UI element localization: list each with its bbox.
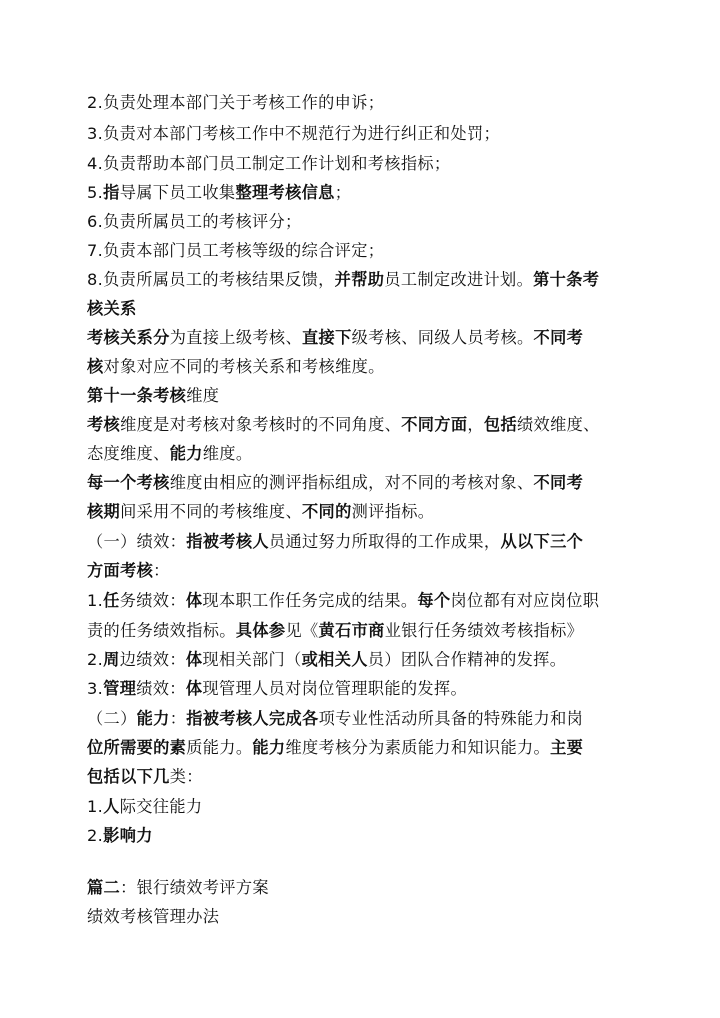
text-run: 绩效： — [136, 679, 186, 698]
bold-text: 不同考 — [533, 473, 584, 492]
text-run: 1. — [87, 591, 104, 610]
text-run: 8.负责所属员工的考核结果反馈， — [87, 270, 335, 289]
text-line — [87, 530, 583, 554]
text-run: 态度维度、 — [87, 444, 170, 463]
text-line — [87, 471, 583, 495]
text-run: 导属下员工收集 — [119, 183, 236, 202]
text-run: 维度由相应的测评指标组成，对不同的考核对象、 — [169, 473, 534, 492]
text-run: 间采用不同的考核维度、 — [120, 502, 302, 521]
text-run: 员）团队合作精神的发挥。 — [367, 650, 567, 669]
bold-text: 体 — [185, 679, 203, 698]
text-run: 绩效维度、 — [517, 415, 600, 434]
text-line — [87, 765, 203, 789]
text-run: 对象对应不同的考核关系和考核维度。 — [103, 357, 385, 376]
bold-text: 并帮助 — [334, 270, 385, 289]
text-run: 项专业性活动所具备的特殊能力和岗 — [318, 709, 584, 728]
bold-text: 包括以下几 — [87, 767, 170, 786]
text-run: ： — [153, 561, 170, 580]
text-run: 类： — [169, 767, 203, 786]
text-line — [87, 559, 170, 583]
text-line — [87, 181, 351, 205]
text-run: 现管理人员对岗位管理职能的发挥。 — [202, 679, 468, 698]
text-line — [87, 442, 252, 466]
text-line — [87, 707, 583, 731]
text-run: 维度 — [186, 386, 220, 405]
bold-text: 不同的 — [302, 502, 352, 521]
bold-text: 能力 — [136, 709, 170, 728]
bold-text: 核关系 — [87, 299, 137, 318]
text-run: 责的任务绩效指标。 — [87, 621, 236, 640]
text-run: 现相关部门（ — [202, 650, 302, 669]
text-run: 边绩效： — [119, 650, 186, 669]
text-line — [87, 210, 302, 234]
text-line — [87, 297, 137, 321]
bold-text: 直接下 — [302, 328, 352, 347]
text-run: ， — [467, 415, 484, 434]
text-line — [87, 91, 384, 115]
bold-text: 具体参 — [235, 621, 286, 640]
bold-text: 任 — [103, 591, 120, 610]
bold-text: 主要 — [550, 738, 584, 757]
text-run: 2. — [87, 650, 104, 669]
text-line — [87, 677, 467, 701]
text-run: 岗位都有对应岗位职 — [450, 591, 600, 610]
text-line — [87, 355, 385, 379]
text-run: 维度是对考核对象考核时的不同角度、 — [120, 415, 402, 434]
text-run: 维度。 — [202, 444, 253, 463]
bold-text: 不同方面 — [401, 415, 468, 434]
text-run: 务绩效： — [119, 591, 186, 610]
bold-text: 核 — [87, 357, 104, 376]
text-run: 际交往能力 — [119, 797, 203, 816]
text-run: 测评指标。 — [351, 502, 435, 521]
bold-text: 考核 — [87, 415, 121, 434]
bold-text: 考核关系分 — [87, 328, 170, 347]
bold-text: 方面考核 — [87, 561, 154, 580]
section-heading — [87, 876, 269, 900]
text-run: 3.负责对本部门考核工作中不规范行为进行纠正和处罚； — [87, 124, 501, 143]
text-run: 1. — [87, 797, 104, 816]
section-subheading — [87, 905, 219, 929]
bold-text: 体 — [185, 591, 203, 610]
text-run: 3. — [87, 679, 104, 698]
text-line — [87, 824, 153, 848]
text-run: 见《 — [285, 621, 319, 640]
bold-text: 管理 — [103, 679, 137, 698]
bold-text: 每一个考核 — [87, 473, 170, 492]
bold-text: 指被考核人完成各 — [186, 709, 319, 728]
bold-text: 整理考核信息 — [235, 183, 335, 202]
text-run: （一）绩效： — [87, 532, 187, 551]
text-line — [87, 795, 202, 819]
bold-text: 能力 — [252, 738, 286, 757]
text-line — [87, 239, 384, 263]
text-run: 2. — [87, 826, 104, 845]
text-line — [87, 384, 219, 408]
text-run: ： — [169, 709, 187, 728]
text-run: 员通过努力所取得的工作成果， — [268, 532, 501, 551]
bold-text: 核期 — [87, 502, 121, 521]
text-run: 为直接上级考核、 — [169, 328, 302, 347]
bold-text: 周 — [103, 650, 120, 669]
bold-text: 位所需要的素 — [87, 738, 187, 757]
text-line — [87, 500, 434, 524]
bold-text: 每个 — [417, 591, 451, 610]
text-run: 级考核、同级人员考核。 — [351, 328, 534, 347]
text-line — [87, 736, 583, 760]
text-line — [87, 268, 599, 292]
text-run: 5. — [87, 183, 104, 202]
text-line — [87, 152, 450, 176]
bold-text: 从以下三个 — [500, 532, 584, 551]
bold-text: 不同考 — [533, 328, 584, 347]
text-run: 质能力。 — [186, 738, 253, 757]
text-run: ：银行绩效考评方案 — [120, 878, 269, 897]
text-run: 2.负责处理本部门关于考核工作的申诉； — [87, 93, 385, 112]
bold-text: 人 — [103, 797, 120, 816]
text-line — [87, 619, 583, 643]
text-run: 业银行任务绩效考核指标》 — [384, 621, 584, 640]
text-run: 7.负责本部门员工考核等级的综合评定； — [87, 241, 385, 260]
bold-text: 包括 — [483, 415, 517, 434]
text-run: 绩效考核管理办法 — [87, 907, 220, 926]
bold-text: 第十条考 — [533, 270, 600, 289]
text-run: 员工制定改进计划。 — [384, 270, 534, 289]
bold-text: 或相关人 — [301, 650, 368, 669]
text-line — [87, 589, 599, 613]
text-run: 6.负责所属员工的考核评分； — [87, 212, 302, 231]
text-line — [87, 326, 583, 350]
bold-text: 能力 — [169, 444, 203, 463]
bold-text: 指被考核人 — [186, 532, 269, 551]
text-run: ； — [334, 183, 352, 202]
text-run: （二） — [87, 709, 137, 728]
bold-text: 篇二 — [87, 878, 121, 897]
bold-text: 体 — [185, 650, 203, 669]
bold-text: 黄石市商 — [318, 621, 385, 640]
bold-text: 第十一条考核 — [87, 386, 187, 405]
bold-text: 指 — [103, 183, 120, 202]
text-line — [87, 413, 600, 437]
text-run: 现本职工作任务完成的结果。 — [202, 591, 418, 610]
text-line — [87, 648, 566, 672]
text-run: 4.负责帮助本部门员工制定工作计划和考核指标； — [87, 154, 451, 173]
text-line — [87, 122, 500, 146]
text-run: 维度考核分为素质能力和知识能力。 — [285, 738, 551, 757]
bold-text: 影响力 — [103, 826, 153, 845]
